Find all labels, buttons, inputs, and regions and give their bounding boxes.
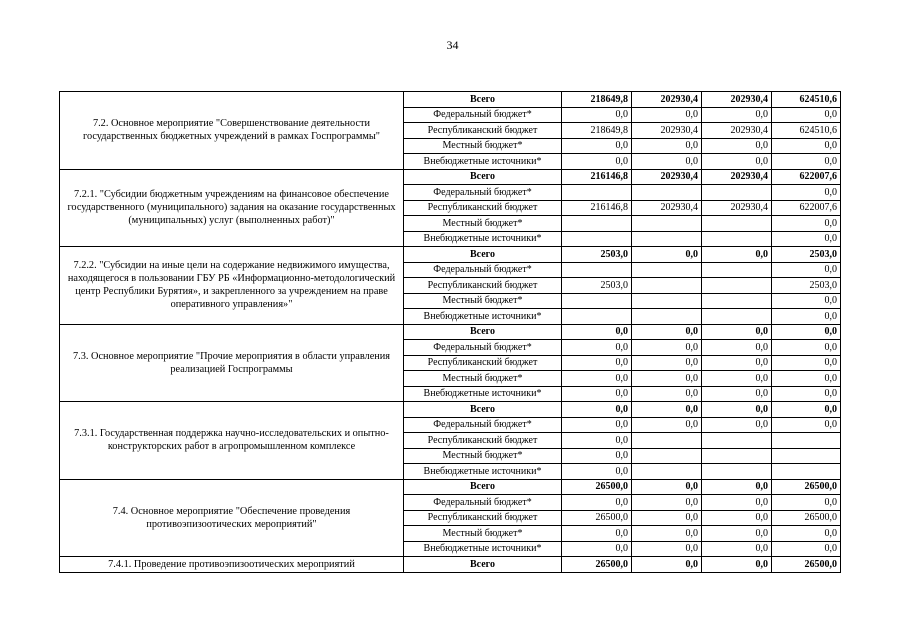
amount-cell: 0,0 bbox=[702, 495, 772, 511]
activity-description: 7.2.2. "Субсидии на иные цели на содержание недвижимого имущества, находящегося в пользовании ГБУ РБ «Информационно-методологический центр Республики Бурятия», и закрепленного за учреждением на праве оперативного управления»" bbox=[60, 247, 404, 325]
amount-cell: 0,0 bbox=[702, 355, 772, 371]
amount-cell: 0,0 bbox=[562, 402, 632, 418]
amount-cell bbox=[702, 216, 772, 232]
amount-cell bbox=[562, 293, 632, 309]
amount-cell: 0,0 bbox=[772, 355, 841, 371]
amount-cell: 26500,0 bbox=[772, 510, 841, 526]
amount-cell: 0,0 bbox=[632, 417, 702, 433]
amount-cell: 202930,4 bbox=[632, 92, 702, 108]
budget-table-body bbox=[60, 92, 841, 573]
amount-cell bbox=[702, 464, 772, 480]
amount-cell: 216146,8 bbox=[562, 200, 632, 216]
table-row-total bbox=[60, 557, 841, 573]
amount-cell bbox=[632, 231, 702, 247]
funding-source: Внебюджетные источники* bbox=[404, 231, 562, 247]
amount-cell: 0,0 bbox=[632, 154, 702, 170]
amount-cell: 0,0 bbox=[772, 541, 841, 557]
amount-cell: 0,0 bbox=[772, 340, 841, 356]
amount-cell: 0,0 bbox=[702, 402, 772, 418]
amount-cell bbox=[562, 216, 632, 232]
amount-cell: 0,0 bbox=[632, 479, 702, 495]
amount-cell: 0,0 bbox=[562, 495, 632, 511]
funding-source: Республиканский бюджет bbox=[404, 510, 562, 526]
amount-cell: 2503,0 bbox=[772, 247, 841, 263]
amount-cell bbox=[632, 293, 702, 309]
amount-cell: 0,0 bbox=[772, 107, 841, 123]
amount-cell: 0,0 bbox=[772, 309, 841, 325]
amount-cell: 0,0 bbox=[772, 324, 841, 340]
amount-cell: 0,0 bbox=[562, 138, 632, 154]
amount-cell: 0,0 bbox=[632, 247, 702, 263]
amount-cell: 0,0 bbox=[562, 324, 632, 340]
amount-cell bbox=[702, 185, 772, 201]
amount-cell bbox=[702, 262, 772, 278]
activity-description: 7.4. Основное мероприятие "Обеспечение проведения противоэпизоотических мероприятий" bbox=[60, 479, 404, 557]
amount-cell: 0,0 bbox=[702, 510, 772, 526]
amount-cell bbox=[562, 262, 632, 278]
amount-cell: 0,0 bbox=[702, 340, 772, 356]
amount-cell: 0,0 bbox=[772, 293, 841, 309]
amount-cell: 0,0 bbox=[702, 526, 772, 542]
amount-cell: 0,0 bbox=[702, 107, 772, 123]
table-row-total bbox=[60, 92, 841, 108]
amount-cell: 0,0 bbox=[702, 386, 772, 402]
amount-cell bbox=[632, 216, 702, 232]
funding-source-total: Всего bbox=[404, 92, 562, 108]
amount-cell: 0,0 bbox=[702, 417, 772, 433]
amount-cell: 0,0 bbox=[632, 402, 702, 418]
amount-cell bbox=[772, 433, 841, 449]
funding-source: Местный бюджет* bbox=[404, 371, 562, 387]
table-row-total bbox=[60, 479, 841, 495]
amount-cell: 0,0 bbox=[702, 557, 772, 573]
amount-cell: 0,0 bbox=[702, 154, 772, 170]
amount-cell: 0,0 bbox=[632, 386, 702, 402]
funding-source-total: Всего bbox=[404, 324, 562, 340]
funding-source: Федеральный бюджет* bbox=[404, 417, 562, 433]
amount-cell: 624510,6 bbox=[772, 123, 841, 139]
amount-cell: 0,0 bbox=[772, 262, 841, 278]
amount-cell bbox=[632, 448, 702, 464]
amount-cell: 0,0 bbox=[562, 433, 632, 449]
amount-cell: 0,0 bbox=[702, 371, 772, 387]
amount-cell: 0,0 bbox=[562, 107, 632, 123]
amount-cell: 0,0 bbox=[772, 185, 841, 201]
amount-cell: 202930,4 bbox=[632, 200, 702, 216]
funding-source: Республиканский бюджет bbox=[404, 123, 562, 139]
amount-cell: 0,0 bbox=[772, 154, 841, 170]
amount-cell: 0,0 bbox=[562, 355, 632, 371]
amount-cell bbox=[632, 185, 702, 201]
amount-cell: 0,0 bbox=[772, 231, 841, 247]
amount-cell: 0,0 bbox=[702, 247, 772, 263]
funding-source: Внебюджетные источники* bbox=[404, 464, 562, 480]
amount-cell bbox=[632, 309, 702, 325]
amount-cell bbox=[702, 278, 772, 294]
amount-cell: 624510,6 bbox=[772, 92, 841, 108]
amount-cell: 0,0 bbox=[562, 386, 632, 402]
amount-cell bbox=[632, 278, 702, 294]
amount-cell bbox=[632, 464, 702, 480]
funding-source: Федеральный бюджет* bbox=[404, 340, 562, 356]
funding-source: Федеральный бюджет* bbox=[404, 262, 562, 278]
funding-source-total: Всего bbox=[404, 557, 562, 573]
amount-cell: 26500,0 bbox=[562, 479, 632, 495]
activity-description: 7.2.1. "Субсидии бюджетным учреждениям на финансовое обеспечение государственного (муниципального) задания на оказание государственных (муниципальных) услуг (выполненных работ)" bbox=[60, 169, 404, 247]
funding-source: Республиканский бюджет bbox=[404, 278, 562, 294]
amount-cell: 0,0 bbox=[632, 557, 702, 573]
amount-cell: 26500,0 bbox=[772, 479, 841, 495]
amount-cell: 0,0 bbox=[632, 510, 702, 526]
amount-cell: 26500,0 bbox=[562, 510, 632, 526]
amount-cell bbox=[702, 309, 772, 325]
amount-cell: 26500,0 bbox=[772, 557, 841, 573]
amount-cell: 0,0 bbox=[632, 526, 702, 542]
funding-source: Республиканский бюджет bbox=[404, 200, 562, 216]
funding-source: Республиканский бюджет bbox=[404, 433, 562, 449]
amount-cell: 2503,0 bbox=[772, 278, 841, 294]
funding-source-total: Всего bbox=[404, 402, 562, 418]
amount-cell: 0,0 bbox=[562, 464, 632, 480]
funding-source: Местный бюджет* bbox=[404, 293, 562, 309]
amount-cell bbox=[702, 293, 772, 309]
amount-cell: 216146,8 bbox=[562, 169, 632, 185]
amount-cell: 0,0 bbox=[702, 324, 772, 340]
amount-cell bbox=[632, 262, 702, 278]
amount-cell: 622007,6 bbox=[772, 200, 841, 216]
amount-cell: 2503,0 bbox=[562, 247, 632, 263]
funding-source: Республиканский бюджет bbox=[404, 355, 562, 371]
amount-cell: 0,0 bbox=[772, 526, 841, 542]
amount-cell bbox=[562, 231, 632, 247]
table-row-total bbox=[60, 169, 841, 185]
amount-cell bbox=[702, 448, 772, 464]
amount-cell: 202930,4 bbox=[702, 200, 772, 216]
amount-cell: 0,0 bbox=[702, 138, 772, 154]
amount-cell bbox=[702, 231, 772, 247]
amount-cell: 0,0 bbox=[632, 340, 702, 356]
amount-cell: 218649,8 bbox=[562, 92, 632, 108]
funding-source: Местный бюджет* bbox=[404, 526, 562, 542]
table-row-total bbox=[60, 247, 841, 263]
funding-source: Местный бюджет* bbox=[404, 216, 562, 232]
amount-cell bbox=[772, 448, 841, 464]
funding-source: Федеральный бюджет* bbox=[404, 185, 562, 201]
amount-cell: 622007,6 bbox=[772, 169, 841, 185]
amount-cell: 0,0 bbox=[562, 154, 632, 170]
amount-cell: 0,0 bbox=[562, 417, 632, 433]
amount-cell: 0,0 bbox=[632, 324, 702, 340]
funding-source: Внебюджетные источники* bbox=[404, 154, 562, 170]
funding-source: Внебюджетные источники* bbox=[404, 541, 562, 557]
amount-cell: 0,0 bbox=[632, 355, 702, 371]
funding-source: Местный бюджет* bbox=[404, 448, 562, 464]
amount-cell: 26500,0 bbox=[562, 557, 632, 573]
amount-cell: 218649,8 bbox=[562, 123, 632, 139]
funding-source: Федеральный бюджет* bbox=[404, 495, 562, 511]
funding-source-total: Всего bbox=[404, 169, 562, 185]
activity-description: 7.3.1. Государственная поддержка научно-исследовательских и опытно-конструкторских работ в агропромышленном комплексе bbox=[60, 402, 404, 480]
amount-cell: 0,0 bbox=[632, 541, 702, 557]
table-row-total bbox=[60, 402, 841, 418]
funding-source: Федеральный бюджет* bbox=[404, 107, 562, 123]
amount-cell: 0,0 bbox=[562, 541, 632, 557]
amount-cell: 0,0 bbox=[772, 417, 841, 433]
amount-cell: 202930,4 bbox=[702, 123, 772, 139]
amount-cell: 0,0 bbox=[562, 448, 632, 464]
amount-cell: 202930,4 bbox=[702, 92, 772, 108]
amount-cell: 0,0 bbox=[772, 216, 841, 232]
amount-cell: 0,0 bbox=[702, 479, 772, 495]
amount-cell: 0,0 bbox=[562, 340, 632, 356]
amount-cell: 0,0 bbox=[772, 386, 841, 402]
amount-cell: 202930,4 bbox=[632, 169, 702, 185]
funding-source-total: Всего bbox=[404, 247, 562, 263]
page-number: 34 bbox=[446, 38, 459, 52]
activity-description: 7.2. Основное мероприятие "Совершенствование деятельности государственных бюджетных учреждений в рамках Госпрограммы" bbox=[60, 92, 404, 170]
amount-cell: 202930,4 bbox=[632, 123, 702, 139]
amount-cell: 0,0 bbox=[632, 107, 702, 123]
amount-cell: 0,0 bbox=[772, 138, 841, 154]
amount-cell: 202930,4 bbox=[702, 169, 772, 185]
budget-table bbox=[59, 91, 841, 573]
amount-cell: 0,0 bbox=[562, 526, 632, 542]
amount-cell bbox=[702, 433, 772, 449]
amount-cell bbox=[632, 433, 702, 449]
amount-cell: 0,0 bbox=[702, 541, 772, 557]
funding-source: Внебюджетные источники* bbox=[404, 386, 562, 402]
table-row-total bbox=[60, 324, 841, 340]
funding-source-total: Всего bbox=[404, 479, 562, 495]
activity-description: 7.4.1. Проведение противоэпизоотических мероприятий bbox=[60, 557, 404, 573]
amount-cell: 0,0 bbox=[632, 495, 702, 511]
amount-cell bbox=[772, 464, 841, 480]
activity-description: 7.3. Основное мероприятие "Прочие мероприятия в области управления реализацией Госпрограммы bbox=[60, 324, 404, 402]
amount-cell: 0,0 bbox=[772, 495, 841, 511]
amount-cell: 0,0 bbox=[632, 371, 702, 387]
amount-cell bbox=[562, 185, 632, 201]
funding-source: Местный бюджет* bbox=[404, 138, 562, 154]
amount-cell: 0,0 bbox=[562, 371, 632, 387]
amount-cell: 2503,0 bbox=[562, 278, 632, 294]
amount-cell: 0,0 bbox=[772, 402, 841, 418]
amount-cell: 0,0 bbox=[632, 138, 702, 154]
amount-cell: 0,0 bbox=[772, 371, 841, 387]
amount-cell bbox=[562, 309, 632, 325]
funding-source: Внебюджетные источники* bbox=[404, 309, 562, 325]
